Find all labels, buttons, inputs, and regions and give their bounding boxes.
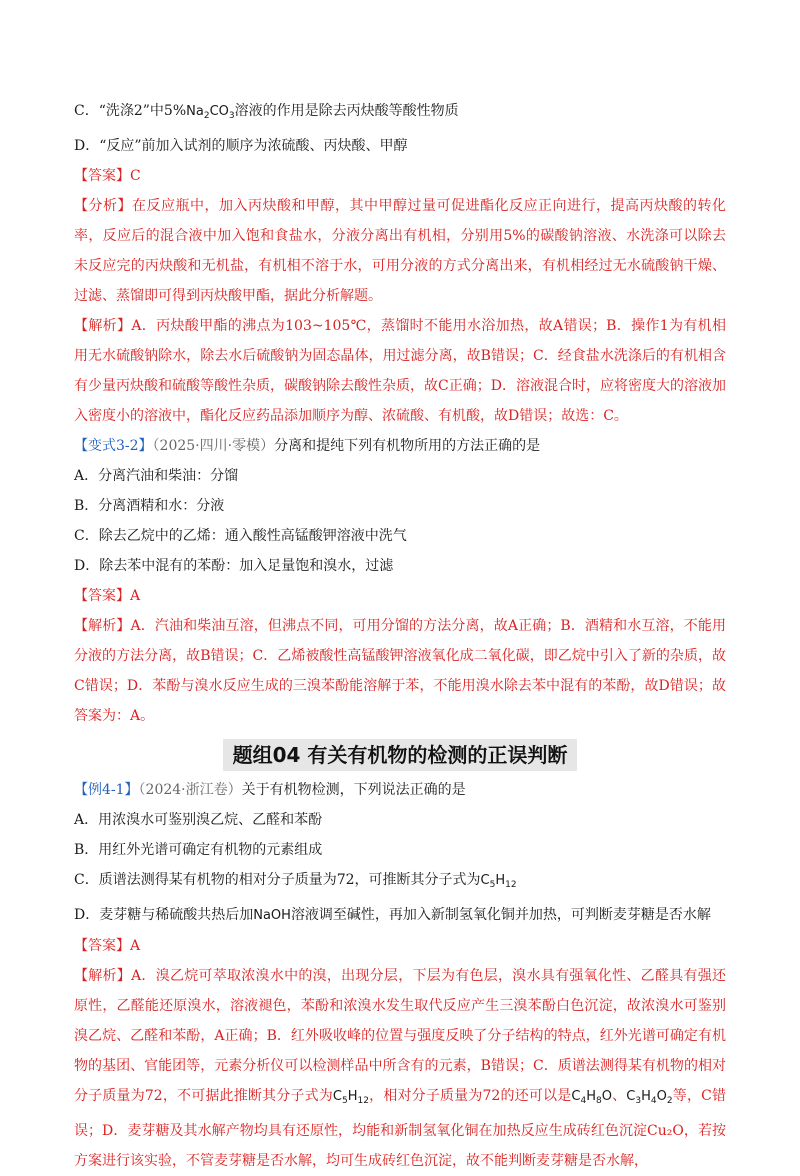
- example-explanation-part3: 等，C错误；D．麦芽糖及其水解产物均具有还原性，均能和新制氢氧化铜在加热反应生成砖红色沉淀Cu₂O，若按方案进行该实验，不管麦芽糖是否水解，均可生成砖红色沉淀，故不能判断麦芽糖是否水解，: [74, 1088, 726, 1169]
- variant-option-b: B．分离酒精和水：分液: [74, 498, 225, 514]
- example-explanation-paragraph: [74, 961, 726, 1176]
- example-answer-label: 【答案】: [74, 938, 130, 954]
- analysis-label: 【分析】: [74, 198, 132, 214]
- variant-3-2-stem: [74, 431, 726, 461]
- answer-value: C: [130, 168, 141, 184]
- c5h12-formula: $C_5H_{12}$: [480, 873, 517, 890]
- variant-option-a: A．分离汽油和柴油：分馏: [74, 468, 239, 484]
- answer-line: [74, 161, 726, 191]
- variant-explanation-text: A．汽油和柴油互溶，但沸点不同，可用分馏的方法分离，故A正确；B．酒精和水互溶，不能用分液的方法分离，故B错误；C．乙烯被酸性高锰酸钾溶液氧化成二氧化碳，即乙烷中引入了新的杂质，故C错误；D．苯酚与溴水反应生成的三溴苯酚能溶解于苯，不能用溴水除去苯中混有的苯酚，故D错误；故答案为：A。: [74, 618, 727, 724]
- example-answer-value: A: [130, 938, 141, 954]
- option-c-prefix: C．“洗涤2”中5%: [74, 103, 187, 119]
- example-explanation-part2: ，相对分子质量为72的还可以是: [368, 1088, 572, 1104]
- c5h12-formula-explain: $C_5H_{12}$: [332, 1089, 369, 1106]
- variant-answer-label: 【答案】: [74, 588, 130, 604]
- document-page: [74, 96, 726, 1176]
- variant-answer-value: A: [130, 588, 141, 604]
- variant-explanation-label: 【解析】: [74, 618, 131, 634]
- variant-stem-text: 分离和提纯下列有机物所用的方法正确的是: [274, 438, 541, 454]
- example-option-c: [74, 865, 726, 900]
- variant-tag: 【变式3-2】: [74, 438, 153, 454]
- variant-option-c: C．除去乙烷中的乙烯：通入酸性高锰酸钾溶液中洗气: [74, 528, 407, 544]
- example-explanation-part1: A．溴乙烷可萃取浓溴水中的溴，出现分层，下层为有色层，溴水具有强氧化性、乙醛具有强还原性，乙醛能还原溴水，溶液褪色，苯酚和浓溴水发生取代反应产生三溴苯酚白色沉淀，故浓溴水可鉴别溴乙烷、乙醛和苯酚，A正确；B．红外吸收峰的位置与强度反映了分子结构的特点，红外光谱可确定有机物的基团、官能团等，元素分析仪可以检测样品中所含有的元素，B错误；C．质谱法测得某有机物的相对分子质量为72，不可据此推断其分子式为: [74, 968, 727, 1104]
- option-d-line: D．“反应”前加入试剂的顺序为浓硫酸、丙炔酸、甲醇: [74, 138, 408, 154]
- variant-option-d: D．除去苯中混有的苯酚：加入足量饱和溴水，过滤: [74, 558, 394, 574]
- example-stem-text: 关于有机物检测，下列说法正确的是: [241, 782, 466, 798]
- example-option-c-text: C．质谱法测得某有机物的相对分子质量为72，可推断其分子式为: [74, 872, 481, 888]
- c4h8o-formula: $C_4H_8O$: [571, 1089, 612, 1106]
- variant-explanation-paragraph: [74, 611, 726, 731]
- option-c-suffix: 溶液的作用是除去丙炔酸等酸性物质: [234, 103, 459, 119]
- section-heading-text: 题组04 有关有机物的检测的正误判断: [223, 739, 578, 771]
- example-option-a: A．用浓溴水可鉴别溴乙烷、乙醛和苯酚: [74, 812, 323, 828]
- variant-answer-line: [74, 581, 726, 611]
- example-option-d-suffix: 溶液调至碱性，再加入新制氢氧化铜并加热，可判断麦芽糖是否水解: [290, 907, 711, 923]
- example-option-b: B．用红外光谱可确定有机物的元素组成: [74, 842, 323, 858]
- analysis-paragraph: [74, 191, 726, 311]
- c3h4o2-formula: $C_3H_4O_2$: [626, 1089, 673, 1106]
- explanation-paragraph: [74, 311, 726, 431]
- explanation-label: 【解析】: [74, 318, 132, 334]
- example-option-d: [74, 900, 726, 931]
- section-heading: [74, 739, 726, 771]
- example-source: （2024·浙江卷）: [138, 782, 242, 798]
- example-explanation-separator: 、: [611, 1088, 627, 1104]
- option-c-line: [74, 96, 726, 131]
- explanation-text: A．丙炔酸甲酯的沸点为103~105℃，蒸馏时不能用水浴加热，故A错误；B．操作1为有机相用无水硫酸钠除水，除去水后硫酸钠为固态晶体，用过滤分离，故B错误；C．经食盐水洗涤后的有机相含有少量丙炔酸和硫酸等酸性杂质，碳酸钠除去酸性杂质，故C正确；D．溶液混合时，应将密度大的溶液加入密度小的溶液中，酯化反应药品添加顺序为醇、浓硫酸、有机酸，故D错误；故选：C。: [74, 318, 727, 424]
- example-answer-line: [74, 931, 726, 961]
- naoh-formula: NaOH: [253, 908, 291, 923]
- answer-label: 【答案】: [74, 168, 130, 184]
- example-explanation-label: 【解析】: [74, 968, 132, 984]
- example-tag: 【例4-1】: [74, 782, 139, 798]
- variant-source: （2025·四川·零模）: [152, 438, 275, 454]
- example-option-d-prefix: D．麦芽糖与稀硫酸共热后加: [74, 907, 254, 923]
- example-4-1-stem: [74, 775, 726, 805]
- analysis-text: 在反应瓶中，加入丙炔酸和甲醇，其中甲醇过量可促进酯化反应正向进行，提高丙炔酸的转化率，反应后的混合液中加入饱和食盐水，分液分离出有机相，分别用5%的碳酸钠溶液、水洗涤可以除去未反应完的丙炔酸和无机盐，有机相不溶于水，可用分液的方式分离出来，有机相经过无水硫酸钠干燥、过滤、蒸馏即可得到丙炔酸甲酯，据此分析解题。: [74, 198, 726, 304]
- na2co3-formula: $Na_2CO_3$: [186, 104, 235, 121]
